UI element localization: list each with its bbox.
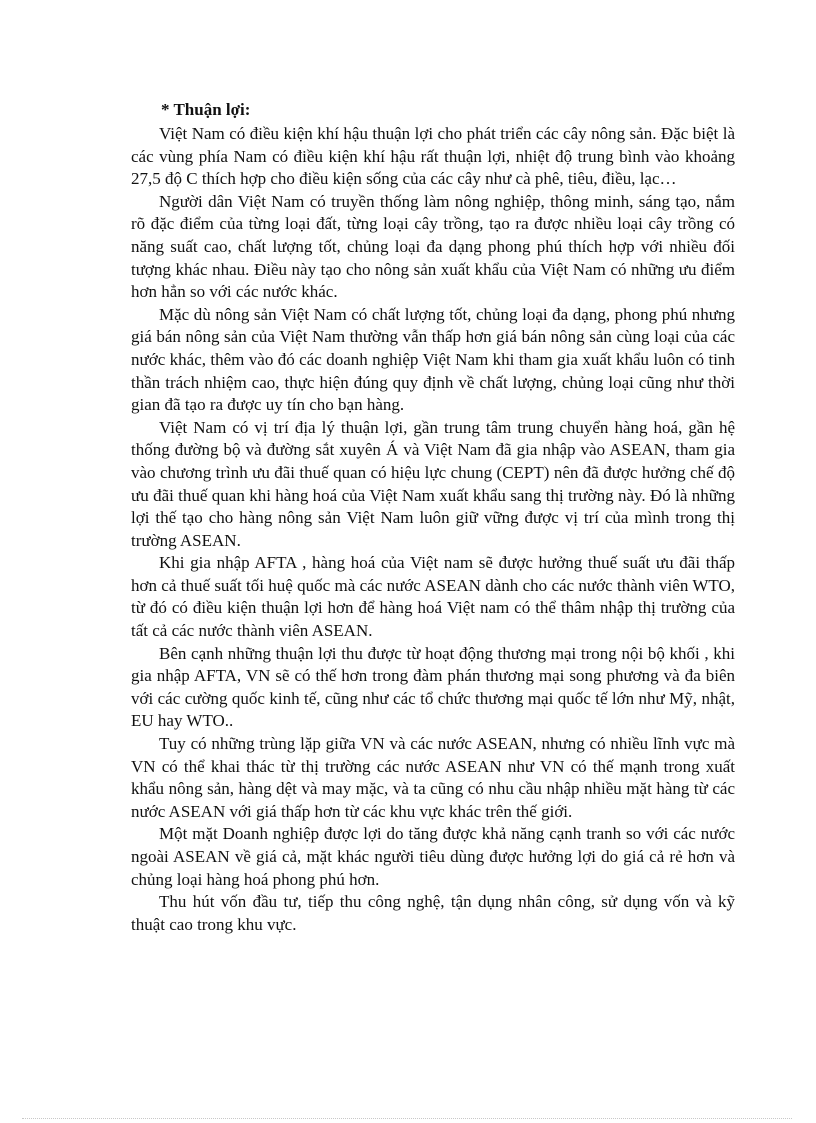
paragraph-afta-tariff: Khi gia nhập AFTA , hàng hoá của Việt nam sẽ được hưởng thuế suất ưu đãi thấp hơn cả thuế suất tối huệ quốc mà các nước ASEAN dành cho các nước thành viên WTO, từ đó có điều kiện thuận lợi hơn để hàng hoá Việt nam có thể thâm nhập thị trường của tất cả các nước thành viên ASEAN. [131,553,735,641]
document-page [131,99,735,936]
paragraph-price: Mặc dù nông sản Việt Nam có chất lượng tốt, chủng loại đa dạng, phong phú nhưng giá bán nông sản của Việt Nam thường vẫn thấp hơn giá bán nông sản cùng loại của các nước khác, thêm vào đó các doanh nghiệp Việt Nam khi tham gia xuất khẩu luôn có tinh thần trách nhiệm cao, thực hiện đúng quy định về chất lượng, chủng loại cũng như thời gian đã tạo ra được uy tín cho bạn hàng. [131,304,735,415]
paragraph-climate: Việt Nam có điều kiện khí hậu thuận lợi cho phát triển các cây nông sản. Đặc biệt là các vùng phía Nam có điều kiện khí hậu rất thuận lợi, nhiệt độ trung bình vào khoảng 27,5 độ C thích hợp cho điều kiện sống của các cây như cà phê, tiêu, điều, lạc… [131,124,735,189]
paragraph-overlap: Tuy có những trùng lặp giữa VN và các nước ASEAN, nhưng có nhiều lĩnh vực mà VN có thể khai thác từ thị trường các nước ASEAN như VN có thế mạnh trong xuất khẩu nông sản, hàng dệt và may mặc, và ta cũng có nhu cầu nhập nhiều mặt hàng từ các nước ASEAN với giá thấp hơn từ các khu vực khác trên thế giới. [131,734,735,821]
paragraph-location: Việt Nam có vị trí địa lý thuận lợi, gần trung tâm trung chuyển hàng hoá, gần hệ thống đường bộ và đường sắt xuyên Á và Việt Nam đã gia nhập vào ASEAN, tham gia vào chương trình ưu đãi thuế quan có hiệu lực chung (CEPT) nên đã được hưởng chế độ ưu đãi thuế quan khi hàng hoá của Việt Nam xuất khẩu sang thị trường này. Đó là những lợi thế tạo cho hàng nông sản Việt Nam luôn giữ vững được vị trí của mình trong thị trường ASEAN. [131,417,735,550]
paragraph-farmers: Người dân Việt Nam có truyền thống làm nông nghiệp, thông minh, sáng tạo, nắm rõ đặc điểm của từng loại đất, từng loại cây trồng, tạo ra được nhiều loại cây trồng có năng suất cao, chất lượng tốt, chủng loại đa dạng phong phú thích hợp với nhiều đối tượng khác nhau. Điều này tạo cho nông sản xuất khẩu của Việt Nam có những ưu điểm hơn hẳn so với các nước khác. [131,191,735,302]
page-bottom-border [22,1118,792,1119]
paragraph-negotiation: Bên cạnh những thuận lợi thu được từ hoạt động thương mại trong nội bộ khối , khi gia nhập AFTA, VN sẽ có thế hơn trong đàm phán thương mại song phương và đa biên với các cường quốc kinh tế, cũng như các tổ chức thương mại quốc tế lớn như Mỹ, nhật, EU hay WTO.. [131,643,735,731]
section-heading: * Thuận lợi: [161,100,251,119]
paragraph-competition: Một mặt Doanh nghiệp được lợi do tăng được khả năng cạnh tranh so với các nước ngoài ASEAN về giá cả, mặt khác người tiêu dùng được hưởng lợi do giá cả rẻ hơn và chủng loại hàng hoá phong phú hơn. [131,824,735,889]
paragraph-investment: Thu hút vốn đầu tư, tiếp thu công nghệ, tận dụng nhân công, sử dụng vốn và kỹ thuật cao trong khu vực. [131,892,735,934]
